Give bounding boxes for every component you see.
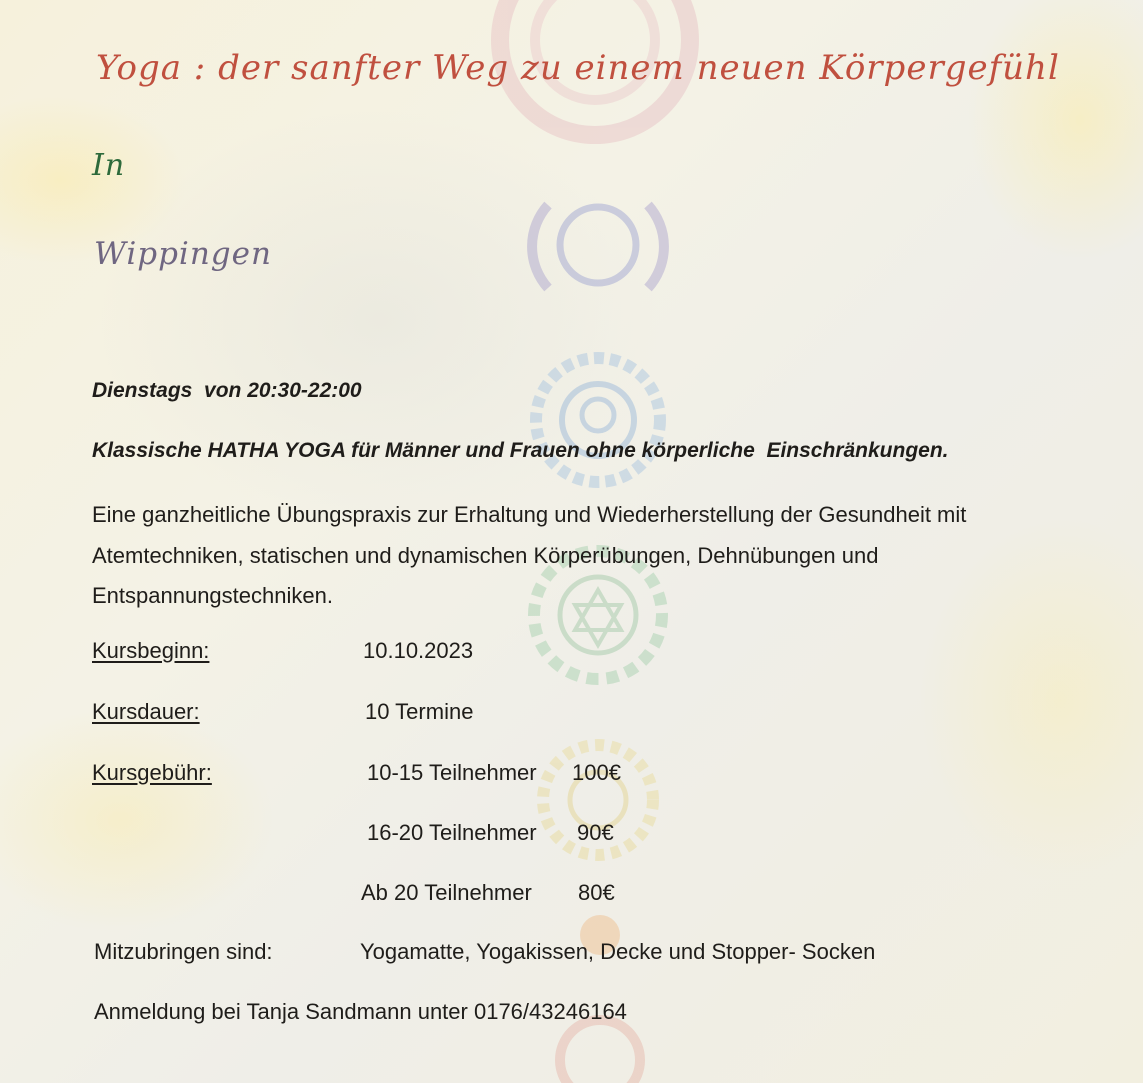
duration-value: 10 Termine bbox=[365, 699, 474, 724]
start-value: 10.10.2023 bbox=[363, 638, 474, 663]
fee-price: 100€ bbox=[572, 760, 621, 785]
fee-group: 16-20 Teilnehmer bbox=[367, 820, 537, 845]
registration-info: Anmeldung bei Tanja Sandmann unter 0176/43246164 bbox=[94, 999, 627, 1024]
start-label: Kursbeginn: bbox=[92, 638, 210, 663]
flyer-title: Yoga : der sanfter Weg zu einem neuen Körpergefühl bbox=[96, 48, 1060, 88]
course-description: Eine ganzheitliche Übungspraxis zur Erhaltung und Wiederherstellung der Gesundheit mit Atemtechniken, statischen und dynamischen Körperübungen, Dehnübungen und Entspannungstechniken. bbox=[92, 502, 967, 608]
root-chakra-icon bbox=[560, 1020, 640, 1083]
fee-group: Ab 20 Teilnehmer bbox=[361, 880, 532, 905]
fee-group: 10-15 Teilnehmer bbox=[367, 760, 537, 785]
bring-items: Yogamatte, Yogakissen, Decke und Stopper- Socken bbox=[360, 939, 876, 964]
schedule-text: Dienstags von 20:30-22:00 bbox=[92, 379, 362, 402]
course-subtitle: Klassische HATHA YOGA für Männer und Frauen ohne körperliche Einschränkungen. bbox=[92, 439, 949, 462]
fee-price: 90€ bbox=[577, 820, 614, 845]
bring-label: Mitzubringen sind: bbox=[94, 939, 273, 964]
duration-label: Kursdauer: bbox=[92, 699, 200, 724]
fee-label: Kursgebühr: bbox=[92, 760, 212, 785]
location-name: Wippingen bbox=[94, 236, 272, 272]
title-in: In bbox=[92, 148, 126, 183]
third-eye-chakra-icon bbox=[532, 205, 664, 288]
throat-chakra-icon bbox=[536, 358, 660, 482]
fee-price: 80€ bbox=[578, 880, 615, 905]
